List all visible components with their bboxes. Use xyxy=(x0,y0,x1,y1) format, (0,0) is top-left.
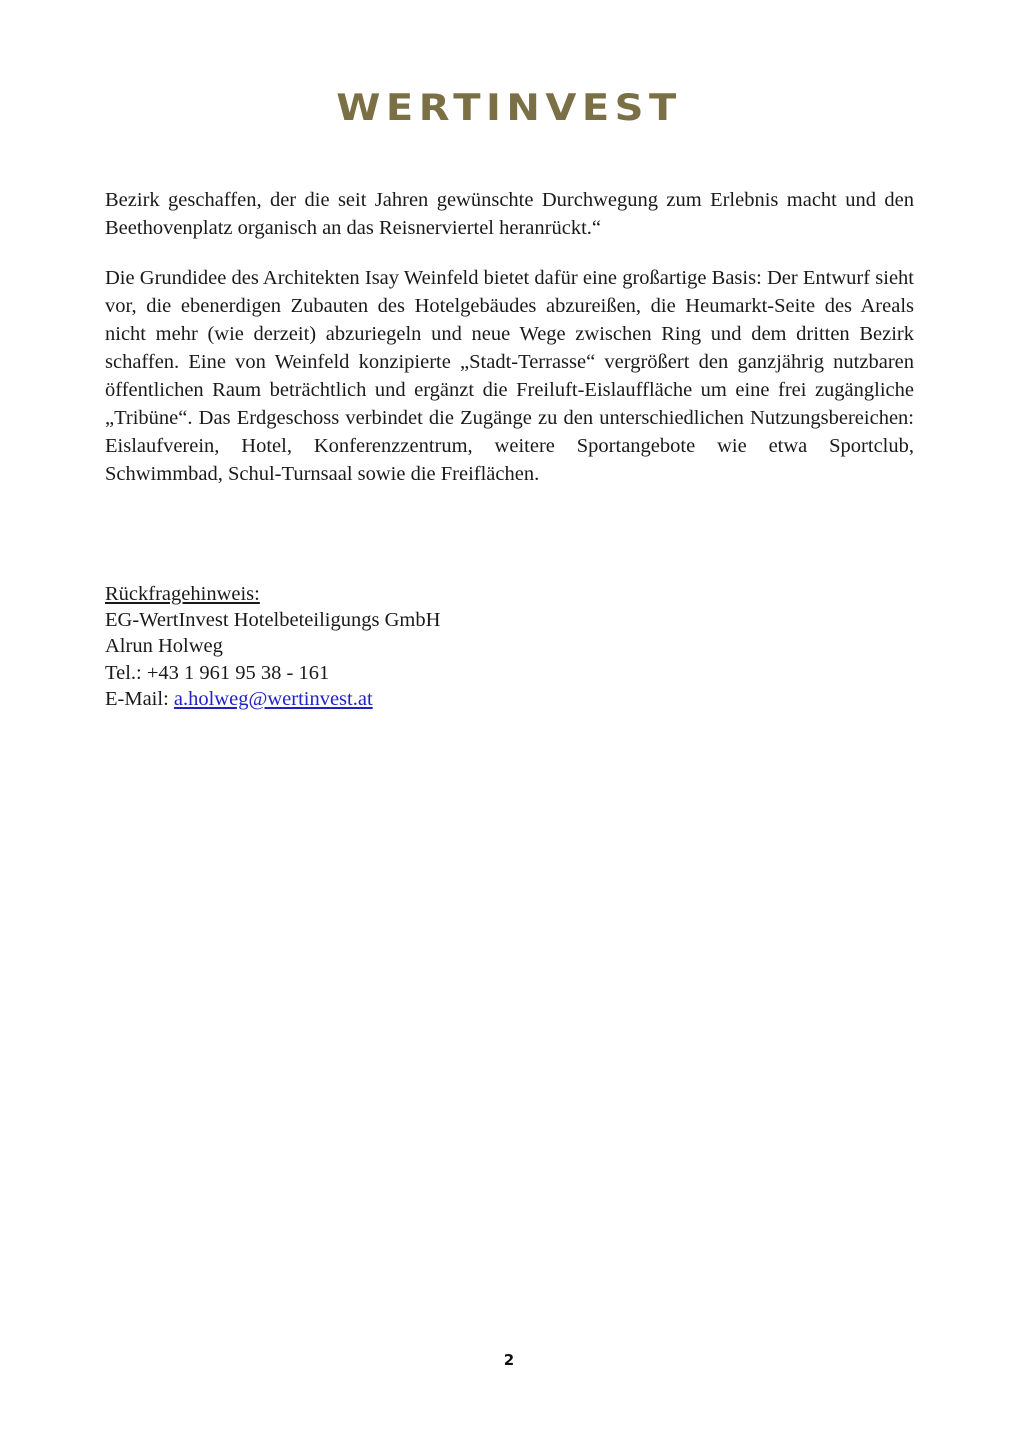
contact-email-link[interactable]: a.holweg@wertinvest.at xyxy=(173,687,373,710)
contact-email-label: E-Mail: xyxy=(105,687,174,710)
company-logo xyxy=(0,88,1018,128)
contact-phone: Tel.: +43 1 961 95 38 - 161 xyxy=(105,661,330,684)
contact-person: Alrun Holweg xyxy=(105,635,223,658)
contact-heading: Rückfragehinweis: xyxy=(105,583,260,605)
contact-email-row xyxy=(105,686,705,712)
contact-company: EG-WertInvest Hotelbeteiligungs GmbH xyxy=(105,609,441,632)
contact-block xyxy=(105,581,705,712)
paragraph-2: Die Grundidee des Architekten Isay Weinfeld bietet dafür eine großartige Basis: Der Entwurf sieht vor, die ebenerdigen Zubauten des Hotelgebäudes abzureißen, die Heumarkt-Seite des Areals nicht mehr (wie derzeit) abzuriegeln und neue Wege zwischen Ring und dem dritten Bezirk schaffen. Eine von Weinfeld konzipierte „Stadt-Terrasse“ vergrößert den ganzjährig nutzbaren öffentlichen Raum beträchtlich und ergänzt die Freiluft-Eislauffläche um eine frei zugängliche „Tribüne“. Das Erdgeschoss verbindet die Zugänge zu den unterschiedlichen Nutzungsbereichen: Eislaufverein, Hotel, Konferenzzentrum, weitere Sportangebote wie etwa Sportclub, Schwimmbad, Schul-Turnsaal sowie die Freiflächen. xyxy=(105,267,914,485)
page-number: 2 xyxy=(503,1351,515,1369)
document-body xyxy=(105,186,914,488)
wertinvest-wordmark: WERTINVEST xyxy=(336,86,682,130)
paragraph-1: Bezirk geschaffen, der die seit Jahren gewünschte Durchwegung zum Erlebnis macht und den Beethovenplatz organisch an das Reisnerviertel heranrückt.“ xyxy=(105,189,914,239)
